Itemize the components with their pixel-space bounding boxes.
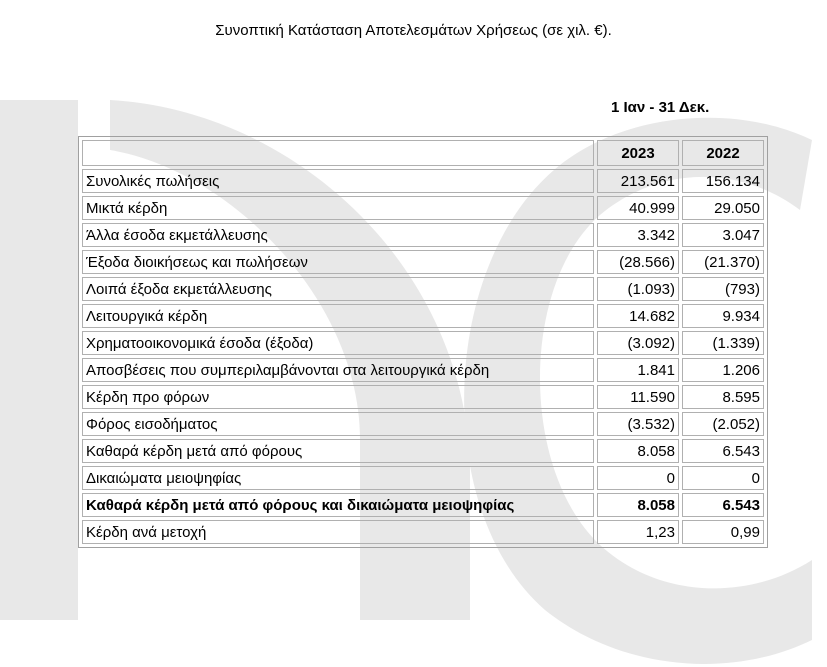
row-label: Κέρδη προ φόρων — [82, 385, 594, 409]
table-row-total — [82, 493, 764, 517]
row-label: Καθαρά κέρδη μετά από φόρους — [82, 439, 594, 463]
value-2023: 213.561 — [597, 169, 679, 193]
value-2022: 9.934 — [682, 304, 764, 328]
table-row — [82, 304, 764, 328]
value-2023: 11.590 — [597, 385, 679, 409]
income-statement-table — [78, 136, 768, 548]
value-2023: 3.342 — [597, 223, 679, 247]
table-row — [82, 169, 764, 193]
row-label: Λειτουργικά κέρδη — [82, 304, 594, 328]
value-2022: 29.050 — [682, 196, 764, 220]
value-2022: 0,99 — [682, 520, 764, 544]
value-2022: 156.134 — [682, 169, 764, 193]
header-year-2023: 2023 — [597, 140, 679, 166]
row-label: Έξοδα διοικήσεως και πωλήσεων — [82, 250, 594, 274]
value-2023: 8.058 — [597, 439, 679, 463]
value-2023: 14.682 — [597, 304, 679, 328]
table-row — [82, 439, 764, 463]
value-2022: 8.595 — [682, 385, 764, 409]
row-label: Καθαρά κέρδη μετά από φόρους και δικαιώματα μειοψηφίας — [82, 493, 594, 517]
row-label: Κέρδη ανά μετοχή — [82, 520, 594, 544]
row-label: Φόρος εισοδήματος — [82, 412, 594, 436]
row-label: Αποσβέσεις που συμπεριλαμβάνονται στα λειτουργικά κέρδη — [82, 358, 594, 382]
value-2022: (1.339) — [682, 331, 764, 355]
table-row — [82, 223, 764, 247]
value-2022: (2.052) — [682, 412, 764, 436]
value-2023: (28.566) — [597, 250, 679, 274]
header-year-2022: 2022 — [682, 140, 764, 166]
period-label: 1 Ιαν - 31 Δεκ. — [611, 99, 710, 116]
value-2023: 1.841 — [597, 358, 679, 382]
table-row — [82, 250, 764, 274]
value-2023: 8.058 — [597, 493, 679, 517]
value-2022: 1.206 — [682, 358, 764, 382]
row-label: Μικτά κέρδη — [82, 196, 594, 220]
value-2023: 40.999 — [597, 196, 679, 220]
value-2022: 6.543 — [682, 493, 764, 517]
row-label: Συνολικές πωλήσεις — [82, 169, 594, 193]
row-label: Άλλα έσοδα εκμετάλλευσης — [82, 223, 594, 247]
value-2022: (793) — [682, 277, 764, 301]
value-2023: (3.092) — [597, 331, 679, 355]
value-2023: 1,23 — [597, 520, 679, 544]
table-row — [82, 385, 764, 409]
statement-title: Συνοπτική Κατάσταση Αποτελεσμάτων Χρήσεως (σε χιλ. €). — [215, 22, 612, 39]
table-header-row — [82, 140, 764, 166]
row-label: Λοιπά έξοδα εκμετάλλευσης — [82, 277, 594, 301]
table-row — [82, 358, 764, 382]
value-2022: 3.047 — [682, 223, 764, 247]
table-row — [82, 466, 764, 490]
table-row — [82, 196, 764, 220]
value-2023: 0 — [597, 466, 679, 490]
row-label: Χρηματοοικονομικά έσοδα (έξοδα) — [82, 331, 594, 355]
value-2023: (3.532) — [597, 412, 679, 436]
value-2022: 6.543 — [682, 439, 764, 463]
value-2023: (1.093) — [597, 277, 679, 301]
value-2022: 0 — [682, 466, 764, 490]
header-label-cell — [82, 140, 594, 166]
row-label: Δικαιώματα μειοψηφίας — [82, 466, 594, 490]
table-row — [82, 520, 764, 544]
table-row — [82, 331, 764, 355]
table-row — [82, 277, 764, 301]
value-2022: (21.370) — [682, 250, 764, 274]
table-row — [82, 412, 764, 436]
